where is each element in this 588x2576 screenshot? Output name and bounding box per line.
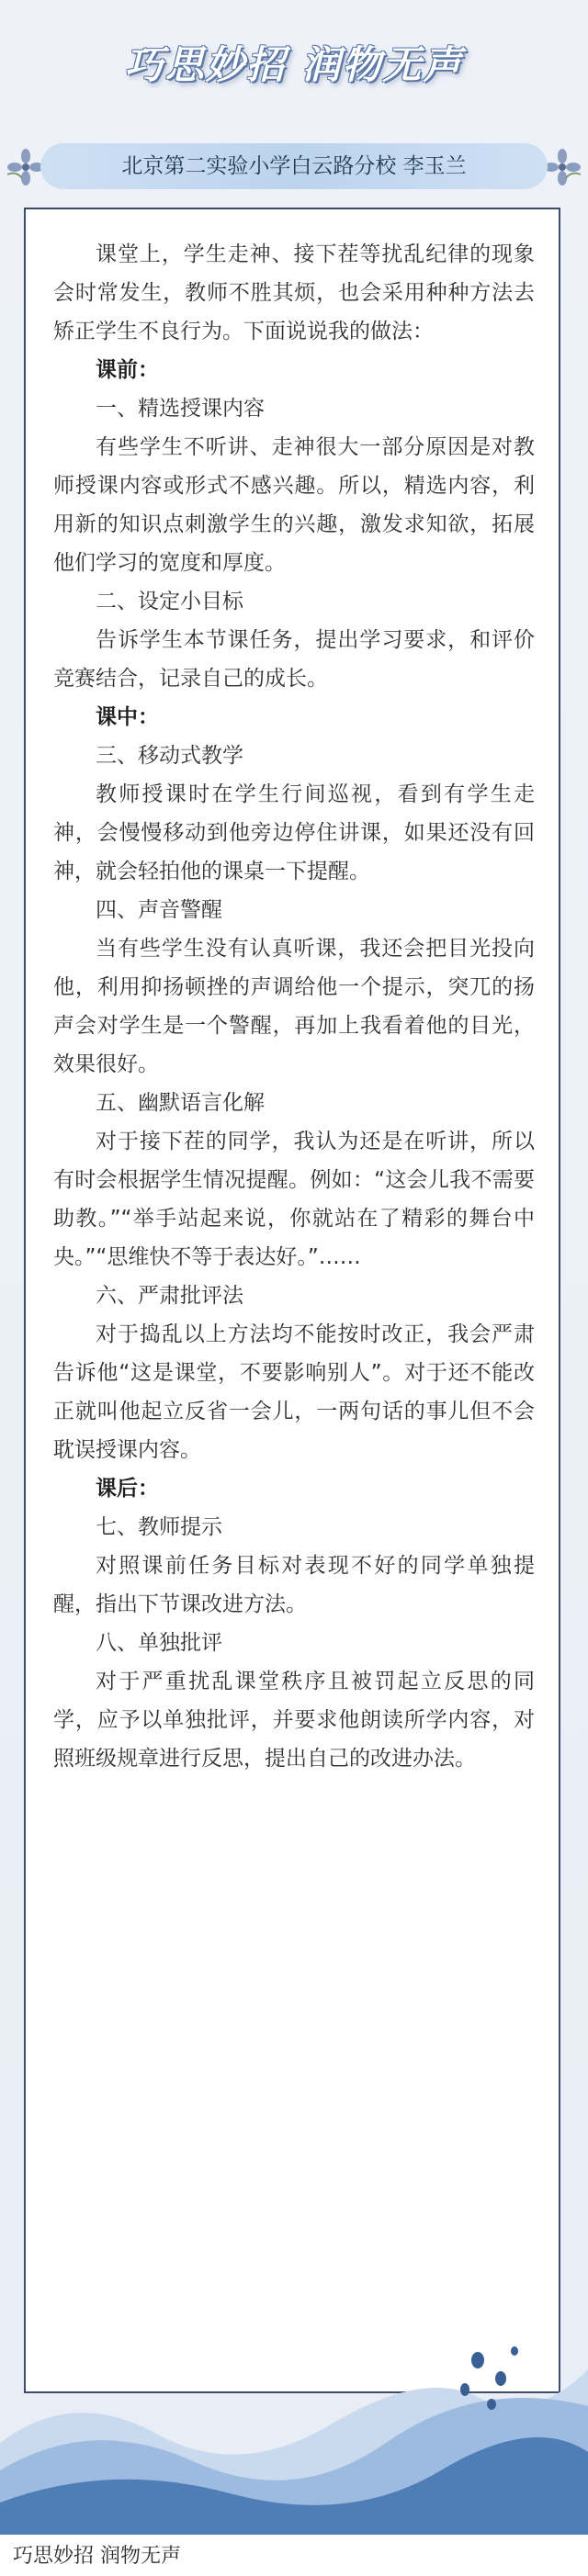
- paragraph: 三、移动式教学: [96, 744, 243, 768]
- wave-decoration: [0, 2333, 588, 2535]
- paragraph: 课堂上，学生走神、接下茬等扰乱纪律的现象会时常发生，教师不胜其烦，也会采用种种方法去矫正学生不良行为。下面说说我的做法：: [53, 242, 535, 343]
- paragraph: 七、教师提示: [96, 1515, 222, 1539]
- article-body: [53, 235, 535, 1778]
- paragraph: 六、严肃批评法: [96, 1284, 243, 1308]
- paragraph: 对于捣乱以上方法均不能按时改正，我会严肃告诉他“这是课堂，不要影响别人”。对于还不能改正就叫他起立反省一会儿，一两句话的事儿但不会耽误授课内容。: [53, 1322, 535, 1462]
- paragraph: 告诉学生本节课任务，提出学习要求，和评价竞赛结合，记录自己的成长。: [53, 628, 535, 691]
- paragraph: 对于严重扰乱课堂秩序且被罚起立反思的同学，应予以单独批评，并要求他朗读所学内容，对照班级规章进行反思，提出自己的改进办法。: [53, 1670, 535, 1771]
- section-heading: 课前：: [96, 358, 159, 382]
- author-line: 北京第二实验小学白云路分校 李玉兰: [121, 154, 467, 178]
- section-heading: 课中：: [96, 705, 159, 729]
- paragraph: 对于接下茬的同学，我认为还是在听讲，所以有时会根据学生情况提醒。例如：“这会儿我不需要助教。”“举手站起来说，你就站在了精彩的舞台中央。”“思维快不等于表达好。”……: [53, 1130, 535, 1269]
- paragraph: 一、精选授课内容: [96, 397, 265, 421]
- paragraph: 四、声音警醒: [96, 898, 222, 922]
- paragraph: 有些学生不听讲、走神很大一部分原因是对教师授课内容或形式不感兴趣。所以，精选内容，利用新的知识点刺激学生的兴趣，激发求知欲，拓展他们学习的宽度和厚度。: [53, 435, 535, 575]
- page-title: 巧思妙招 润物无声: [124, 42, 464, 87]
- paragraph: 当有些学生没有认真听课，我还会把目光投向他，利用抑扬顿挫的声调给他一个提示，突兀的扬声会对学生是一个警醒，再加上我看着他的目光，效果很好。: [53, 937, 535, 1076]
- image-caption: 巧思妙招 润物无声: [13, 2545, 181, 2568]
- paragraph: 教师授课时在学生行间巡视，看到有学生走神，会慢慢移动到他旁边停住讲课，如果还没有回神，就会轻拍他的课桌一下提醒。: [53, 782, 535, 883]
- paragraph: 五、幽默语言化解: [96, 1091, 265, 1115]
- flower-decoration-icon: [542, 147, 582, 187]
- paragraph: 八、单独批评: [96, 1631, 222, 1655]
- paragraph: 二、设定小目标: [96, 590, 243, 613]
- paragraph: 对照课前任务目标对表现不好的同学单独提醒，指出下节课改进方法。: [53, 1554, 535, 1616]
- section-heading: 课后：: [96, 1477, 159, 1501]
